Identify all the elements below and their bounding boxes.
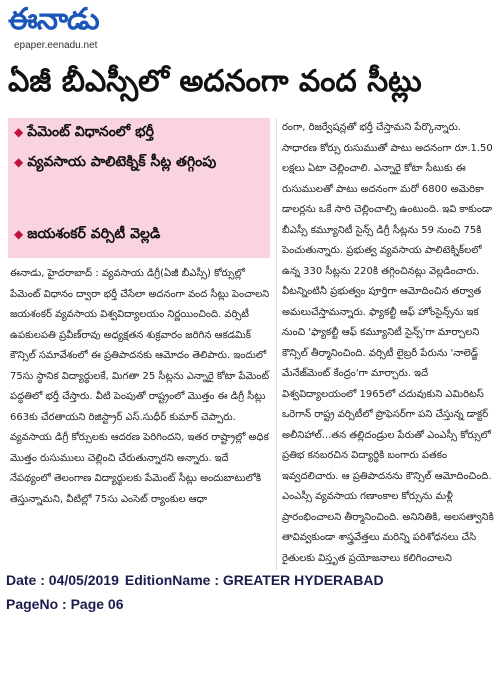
epaper-url: epaper.eenadu.net — [14, 40, 98, 51]
page-number: PageNo : Page 06 — [6, 596, 124, 612]
highlight-item-1: ◆ పేమెంట్ విధానంలో భర్తీ — [14, 124, 154, 140]
highlights-box — [8, 118, 270, 258]
edition-info — [6, 572, 384, 588]
bullet-icon: ◆ — [14, 125, 24, 139]
bullet-icon: ◆ — [14, 155, 24, 169]
article-body-left-column: ఈనాడు, హైదరాబాద్ : వ్యవసాయ డిగ్రీ(ఏజీ బీఎస్సీ) కోర్సుల్లో పేమెంట్ విధానం ద్వారా భర్తీ చేసేలా అదనంగా వంద సీట్లు పెంచాలని జయశంకర్ వ్యవసాయ విశ్వవిద్యాలయం నిర్ణయించింది. వర్సిటీ ఉపకులపతి ప్రవీణ్‌రావు అధ్యక్షతన శుక్రవారం జరిగిన ఆకడమిక్ కౌన్సిల్ సమావేశంలో ఈ ప్రతిపాదనకు ఆమోదం తెలిపారు. ఇందులో 75సు స్థానిక విద్యార్థులకే, మిగతా 25 సీట్లను ఎన్నారై కోటా పేమెంట్ పద్ధతిలో భర్తీ చేస్తారు. వీటి పెంపుతో రాష్ట్రంలో మొత్తం ఈ డిగ్రీ సీట్లు 663కు చేరతాయని రిజిస్ట్రార్ ఎస్.సుధీర్ కుమార్ చెప్పారు. వ్యవసాయ డిగ్రీ కోర్సులకు ఆదరణ పెరిగిందని, ఇతర రాష్ట్రాల్లో అధిక మొత్తం రుసుములు చెల్లించి చేరుతున్నారని అన్నారు. ఇదే నేపథ్యంలో తెలంగాణ విద్యార్థులకు పేమెంట్ సీట్లు అందుబాటులోకి తెస్తున్నామని, వీటిల్లో 75సు ఎంసెట్ ర్యాంకుల ఆధా — [10, 268, 270, 505]
edition-name-label: EditionName : GREATER HYDERABAD — [124, 572, 384, 588]
bullet-icon: ◆ — [14, 227, 24, 241]
article-body-right-column: రంగా, రిజర్వేషన్లతో భర్తీ చేస్తామని పేర్కొన్నారు. సాధారణ కోర్సు రుసుముతో పాటు అదనంగా రూ.1.50 లక్షలు ఏటా చెల్లించాలి. ఎన్నారై కోటా సీటుకు ఈ రుసుములతో పాటు అదనంగా మరో 6800 అమెరికా డాలర్లను ఒకే సారి చెల్లించాల్సి ఉంటుంది. ఇవి కాకుండా బీఎస్సీ కమ్యూనిటీ సైన్స్ డిగ్రీ సీట్లను 59 నుంచి 75కి పెంచుతున్నారు. ప్రభుత్వ వ్యవసాయ పాలిటెక్నిక్‌లలో ఉన్న 330 సీట్లను 220కి తగ్గించినట్లు వెల్లడించారు. వీటన్నింటినీ ప్రభుత్వం పూర్తిగా ఆమోదించిన తర్వాత అమలుచేస్తామన్నారు. ఫ్యాకల్టీ ఆఫ్ హోంసైన్స్‌ను ఇక నుంచి 'ఫ్యాకల్టీ ఆఫ్ కమ్యూనిటీ సైన్స్'గా మార్చాలని కౌన్సిల్ తీర్మానించింది. వర్సిటీ లైబ్రరీ పేరును 'నాలెడ్జ్ మేనేజ్‌మెంట్ కేంద్రం'గా మార్చారు. ఇదే విశ్వవిద్యాలయంలో 1965లో చదువుకుని ఎమిరిటస్ ఒరెగాన్ రాష్ట్ర వర్సిటీలో ప్రొఫెసర్‌గా పని చేస్తున్న డాక్టర్ అలీనిహాల్...తన తల్లిదండ్రుల పేరుతో ఎంఎస్సీ కోర్సులో ప్రతిభ కనబరచిన విద్యార్థికి బంగారు పతకం ఇవ్వదలిచారు. ఆ ప్రతిపాదనను కౌన్సిల్ ఆమోదించింది. ఎంఎస్సీ వ్యవసాయ గణాంకాల కోర్సును మళ్లీ ప్రారంభించాలని తీర్మానించింది. అనినితికి, అలసత్వానికి తావివ్వకుండా శాస్త్రవేత్తలు మరిన్ని పరిశోధనలు చేసి రైతులకు విస్తృత ప్రయోజనాలు కలిగించాలని — [282, 122, 494, 564]
highlight-item-2: ◆ వ్యవసాయ పాలిటెక్నిక్ సీట్ల తగ్గింపు — [14, 154, 217, 170]
article-headline: ఏజీ బీఎస్సీలో అదనంగా వంద సీట్లు — [8, 64, 422, 99]
date-label: Date : 04/05/2019 — [6, 572, 119, 588]
eenadu-logo: ఈనాడు — [8, 2, 99, 37]
column-divider — [276, 118, 277, 570]
masthead-logo — [6, 2, 146, 54]
highlight-item-3: ◆ జయశంకర్ వర్సిటీ వెల్లడి — [14, 226, 161, 242]
